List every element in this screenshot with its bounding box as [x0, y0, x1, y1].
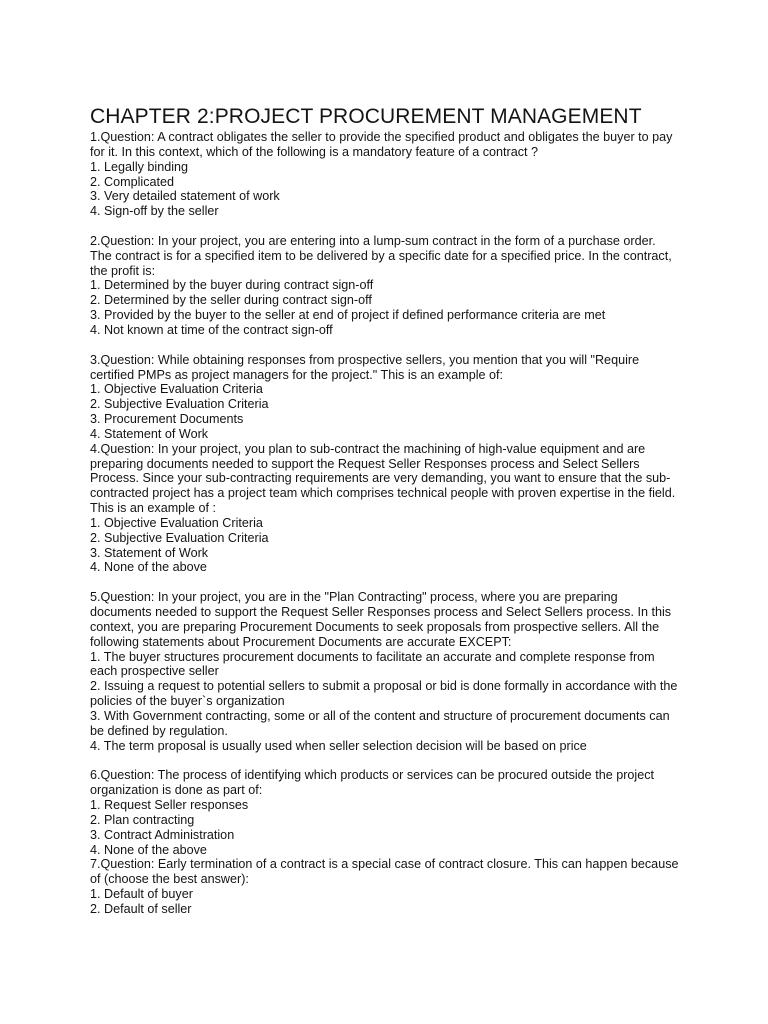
question-block	[90, 442, 690, 576]
question-line: following statements about Procurement Documents are accurate EXCEPT:	[90, 634, 512, 649]
question-block	[90, 130, 690, 219]
question-text: 6.Question: The process of identifying which products or services can be procured outside the project	[90, 768, 654, 783]
question-block	[90, 857, 690, 916]
question-line: of (choose the best answer):	[90, 872, 249, 887]
question-line: documents needed to support the Request Seller Responses process and Select Sellers process. In this	[90, 605, 672, 619]
question-line: 3. Statement of Work	[90, 545, 209, 560]
question-line: 2. Complicated	[90, 174, 174, 189]
question-line: 4. None of the above	[90, 842, 207, 857]
question-text: 5.Question: In your project, you are in the "Plan Contracting" process, where you are preparing	[90, 590, 618, 605]
question-line: policies of the buyer`s organization	[90, 694, 285, 709]
question-line: the profit is:	[90, 263, 156, 278]
question-line: 4. None of the above	[90, 560, 207, 575]
question-line: contracted project has a project team which comprises technical people with proven expertise in the field.	[90, 486, 676, 501]
question-line: 2. Plan contracting	[90, 812, 195, 827]
question-line: 2. Issuing a request to potential sellers to submit a proposal or bid is done formally in accordance with the	[90, 679, 678, 694]
question-line: 1. Request Seller responses	[90, 797, 249, 812]
question-line: 3. Very detailed statement of work	[90, 189, 280, 204]
question-line: be defined by regulation.	[90, 723, 228, 738]
question-list	[90, 130, 690, 917]
question-text: 1.Question: A contract obligates the seller to provide the specified product and obligates the buyer to pay	[90, 130, 673, 144]
question-line: This is an example of :	[90, 501, 216, 516]
question-line: The contract is for a specified item to be delivered by a specific date for a specified price. In the contract,	[90, 248, 672, 263]
question-line: 3. With Government contracting, some or all of the content and structure of procurement documents can	[90, 708, 670, 723]
question-line: 2. Default of seller	[90, 901, 192, 916]
question-line: each prospective seller	[90, 664, 219, 679]
question-line: 1. Objective Evaluation Criteria	[90, 515, 263, 530]
question-line: 2. Determined by the seller during contract sign-off	[90, 293, 372, 308]
question-line: 1. Objective Evaluation Criteria	[90, 382, 263, 397]
question-line: 3. Contract Administration	[90, 827, 235, 842]
question-line: organization is done as part of:	[90, 783, 263, 798]
question-line: 1. Determined by the buyer during contract sign-off	[90, 278, 374, 293]
question-line: 3. Provided by the buyer to the seller at end of project if defined performance criteria are met	[90, 308, 606, 323]
question-line: 2. Subjective Evaluation Criteria	[90, 530, 269, 545]
question-block	[90, 768, 690, 857]
question-line: certified PMPs as project managers for the project." This is an example of:	[90, 367, 504, 382]
question-line: 4. Sign-off by the seller	[90, 204, 219, 219]
question-line: 1. The buyer structures procurement documents to facilitate an accurate and complete response from	[90, 649, 655, 664]
question-text: 2.Question: In your project, you are entering into a lump-sum contract in the form of a purchase order.	[90, 233, 656, 248]
question-line: 4. Statement of Work	[90, 426, 209, 441]
question-line: 1. Legally binding	[90, 159, 189, 174]
document-page	[90, 104, 690, 917]
question-text: 7.Question: Early termination of a contract is a special case of contract closure. This can happen because	[90, 857, 679, 872]
question-line: 1. Default of buyer	[90, 887, 193, 902]
chapter-title: CHAPTER 2:PROJECT PROCUREMENT MANAGEMENT	[90, 105, 642, 128]
question-line: 4. Not known at time of the contract sign-off	[90, 322, 333, 337]
question-line: 3. Procurement Documents	[90, 412, 244, 427]
question-block	[90, 590, 690, 753]
question-text: 4.Question: In your project, you plan to sub-contract the machining of high-value equipment and are	[90, 441, 646, 456]
question-block	[90, 234, 690, 338]
question-line: for it. In this context, which of the following is a mandatory feature of a contract ?	[90, 144, 539, 159]
question-line: context, you are preparing Procurement Documents to seek proposals from prospective sellers. All the	[90, 619, 660, 634]
question-line: 2. Subjective Evaluation Criteria	[90, 397, 269, 412]
question-block	[90, 353, 690, 442]
question-text: 3.Question: While obtaining responses from prospective sellers, you mention that you will "Require	[90, 352, 640, 367]
question-line: Process. Since your sub-contracting requirements are very demanding, you want to ensure that the sub-	[90, 471, 671, 486]
question-line: preparing documents needed to support the Request Seller Responses process and Select Sellers	[90, 456, 640, 471]
question-line: 4. The term proposal is usually used when seller selection decision will be based on price	[90, 738, 587, 753]
